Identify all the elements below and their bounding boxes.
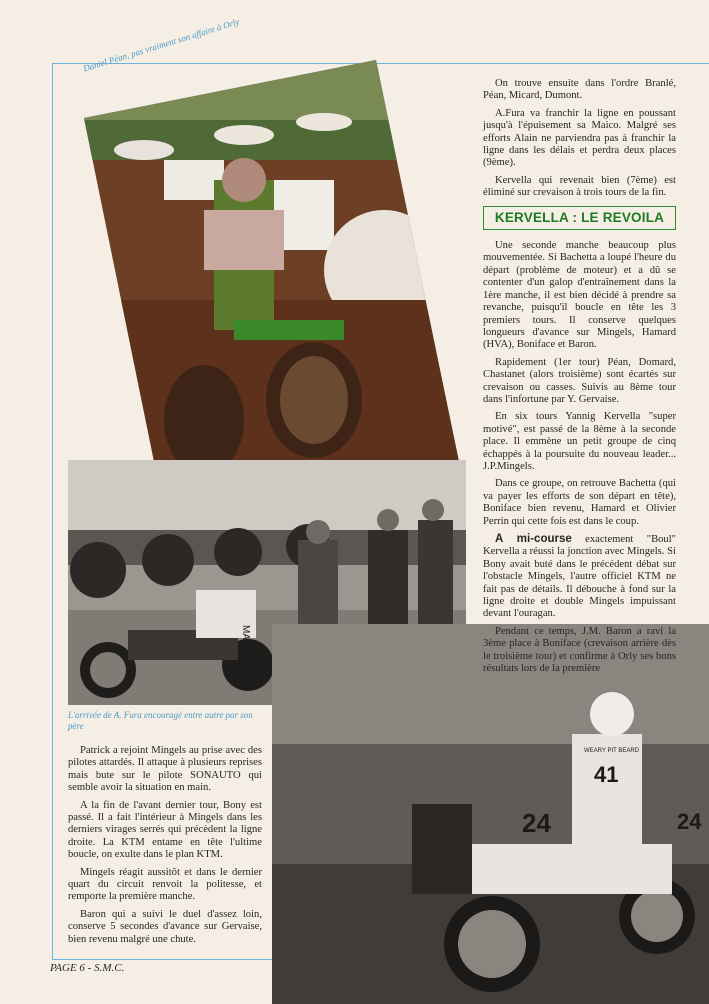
page-footer: PAGE 6 - S.M.C. — [50, 962, 125, 974]
paragraph: Pendant ce temps, J.M. Baron a ravi la 3ème place à Boniface (crevaison arrière dès le troisième tour) et confirme à Orly ses bons résultats lors de la première — [483, 625, 676, 675]
photo-rider-24-bw — [272, 624, 709, 1004]
paragraph-rest: exactement "Boul" Kervella a réussi la jonction avec Mingels. Si Bony avait buté dans le précédent débat sur l'obstacle Mingels, l'autre officiel KTM ne fait pas de détails. Il débouche à fond sur la ligne droite et double Mingels impuissant devant l'ouragan. — [483, 534, 676, 620]
paragraph: A la fin de l'avant dernier tour, Bony est passé. Il a fait l'intérieur à Mingels dans les derniers virages serrés qui précèdent la ligne droite. La KTM entame en tête l'ultime boucle, on exulte dans le plan KTM. — [68, 799, 262, 861]
paragraph: Dans ce groupe, on retrouve Bachetta (qui va payer les efforts de son départ en tête), Boniface bien revenu, Hamard et Olivier Perrin qui cette fois est dans le coup. — [483, 478, 676, 527]
article-right-column — [483, 78, 676, 680]
paragraph: Rapidement (1er tour) Péan, Domard, Chastanet (alors troisième) sont écartés sur crevaison ou casses. Suivis au 8ème tour dans l'infortune par Y. Gervaise. — [483, 356, 676, 405]
paragraph: Kervella qui revenait bien (7ème) est éliminé sur crevaison à trois tours de la fin. — [483, 174, 676, 199]
article-left-column — [68, 745, 262, 951]
bike-number-1: 24 — [522, 808, 551, 838]
paragraph — [483, 533, 676, 621]
paragraph: Une seconde manche beaucoup plus mouvementée. Si Bachetta a loupé l'heure du départ (problème de moteur) et a dû se contenter d'un galop d'entraînement dans la 1ère manche, il est bien décidé à prendre sa revanche, puisqu'il boucle en tête les 3 premiers tours. Il conserve quelques longueurs d'avance sur Mingels, Hamard (HVA), Boniface et Baron. — [483, 240, 676, 351]
rider-bib-text: WEARY PIT BEARD — [584, 748, 640, 754]
paragraph: On trouve ensuite dans l'ordre Branlé, Péan, Micard, Dumont. — [483, 78, 676, 102]
paragraph: Baron qui a suivi le duel d'assez loin, conserve 5 secondes d'avance sur Gervaise, bien revenu malgré une chute. — [68, 908, 262, 945]
paragraph-lead: A mi-course — [495, 533, 572, 545]
caption-middle-photo: L'arrivée de A. Fura encouragé entre autre par son père — [68, 710, 253, 731]
paragraph: A.Fura va franchir la ligne en poussant jusqu'à l'épuisement sa Maico. Malgré ses efforts Alain ne parviendra pas à franchir la ligne dans les délais et perdra deux places (9ème). — [483, 107, 676, 169]
bike-number-2: 24 — [677, 809, 702, 834]
paragraph: En six tours Yannig Kervella "super motivé", est passé de la 8ème à la seconde place. Il emmène un petit groupe de cinq échappés à la poursuite du nouveau leader... J.P.Mingels. — [483, 411, 676, 472]
paragraph: Patrick a rejoint Mingels au prise avec des pilotes attardés. Il attaque à plusieurs reprises mais bute sur le pilote SONAUTO qui semble avoir la situation en main. — [68, 745, 262, 794]
bib-number: 41 — [594, 762, 619, 787]
jacket-text: MAICO — [240, 625, 251, 658]
paragraph: Mingels réagit aussitôt et dans le dernier quart du circuit renvoit la politesse, et remporte la première manche. — [68, 866, 262, 903]
caption-top-photo: Daniel Péan, pas vraiment son affaire à Orly — [82, 16, 241, 74]
section-title: KERVELLA : LE REVOILA — [483, 206, 676, 230]
